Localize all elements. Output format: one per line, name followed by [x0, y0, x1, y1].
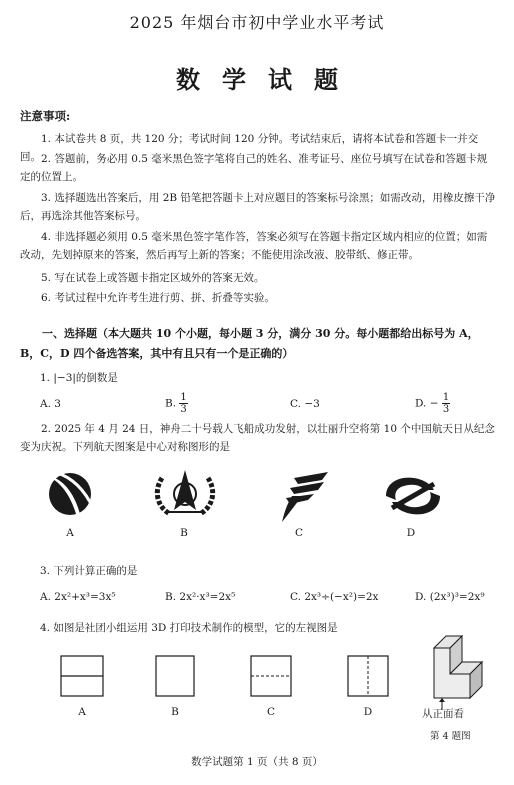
notice-item-5: 5. 写在试卷上或答题卡指定区域外的答案无效。: [41, 272, 265, 284]
q1-d-numerator: 1: [442, 392, 450, 403]
q4-figure-b: [155, 655, 195, 697]
q2-label-b: B: [180, 527, 188, 539]
notice-item-1: 1. 本试卷共 8 页，共 120 分；考试时间 120 分钟。考试结束后，请将本试卷和答题卡一并交回。: [20, 133, 479, 163]
q4-figure-c: [250, 655, 292, 697]
subject-title: 数学试题: [176, 65, 360, 94]
q4-stem: 4. 如图是社团小组运用 3D 打印技术制作的模型，它的左视图是: [40, 622, 338, 634]
q3-stem: 3. 下列计算正确的是: [40, 565, 138, 577]
q4-3d-model-figure: [420, 634, 500, 710]
notice-item-2: 2. 答题前，务必用 0.5 毫米黑色签字笔将自己的姓名、准考证号、座位号填写在试卷和答题卡规定的位置上。: [20, 153, 488, 183]
q4-label-b: B: [171, 706, 179, 718]
q1-option-c: C. −3: [290, 398, 320, 410]
q2-figure-b: [152, 468, 218, 518]
q2-label-a: A: [66, 527, 74, 539]
q1-d-denominator: 3: [442, 404, 450, 415]
notice-item-6: 6. 考试过程中允许考生进行剪、拼、折叠等实验。: [41, 292, 275, 304]
q2-label-c: C: [294, 527, 304, 539]
page-footer: 数学试题第 1 页（共 8 页）: [191, 756, 323, 768]
q2-figure-a: [40, 468, 102, 518]
q1-b-denominator: 3: [180, 404, 187, 415]
q3-option-c: C. 2x³÷(−x²)=2x: [290, 591, 379, 603]
q4-label-a: A: [78, 706, 86, 718]
q2-figure-c: [272, 468, 334, 524]
q2-label-d: D: [406, 527, 416, 539]
q3-option-b: B. 2x²·x³=2x⁵: [165, 591, 236, 603]
notice-heading: 注意事项:: [20, 109, 71, 123]
q1-option-b: B. $\frac{1}{3}$: [165, 392, 187, 415]
exam-title: 2025 年烟台市初中学业水平考试: [129, 13, 385, 32]
q4-figure-caption: 第 4 题图: [430, 731, 471, 742]
q4-figure-a: [60, 655, 104, 697]
notice-item-3: 3. 选择题选出答案后，用 2B 铅笔把答题卡上对应题目的答案标号涂黑；如需改动，用橡皮擦干净后，再选涂其他答案标号。: [20, 192, 496, 222]
q2-figure-d: [380, 472, 446, 520]
q4-view-direction-label: 从正面看: [422, 708, 464, 720]
q2-stem: 2. 2025 年 4 月 24 日，神舟二十号载人飞船成功发射，以壮丽升空将第 10 个中国航天日从纪念变为庆祝。下列航天图案是中心对称图形的是: [20, 423, 495, 453]
q4-label-d: D: [363, 706, 373, 718]
q1-option-d: D. − $\frac{1}{3}$: [415, 392, 450, 415]
notice-item-4: 4. 非选择题必须用 0.5 毫米黑色签字笔作答，答案必须写在答题卡指定区域内相应的位置；如需改动，先划掉原来的答案，然后再写上新的答案；不能使用涂改液、胶带纸、修正带。: [20, 231, 488, 261]
q1-option-a: A. 3: [40, 398, 61, 410]
q3-option-d: D. (2x³)³=2x⁹: [415, 591, 485, 603]
q3-option-a: A. 2x²+x³=3x⁵: [40, 591, 116, 603]
q4-label-c: C: [266, 706, 276, 718]
q1-stem: 1. |−3|的倒数是: [40, 372, 118, 384]
section1-heading: 一、选择题（本大题共 10 个小题，每小题 3 分，满分 30 分。每小题都给出标号为 A，B，C，D 四个备选答案，其中有且只有一个是正确的）: [20, 327, 479, 360]
q1-b-numerator: 1: [180, 392, 187, 403]
q4-figure-d: [347, 655, 389, 697]
